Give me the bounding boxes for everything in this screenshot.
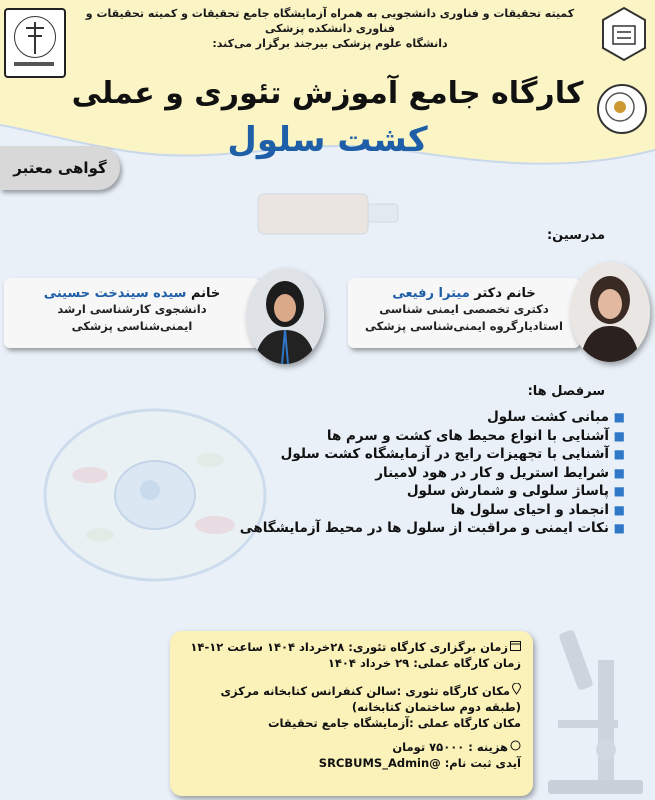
practical-place: مکان کارگاه عملی :آزمایشگاه جامع تحقیقات <box>268 716 521 730</box>
syllabus-item-text: پاساژ سلولی و شمارش سلول <box>406 483 609 499</box>
theory-place: مکان کارگاه تئوری :سالن کنفرانس کتابخانه مرکزی (طبقه دوم ساختمان کتابخانه) <box>220 684 521 714</box>
instructor-1-prefix: خانم دکتر <box>474 286 536 301</box>
coin-icon <box>510 739 521 755</box>
syllabus-list <box>189 408 627 538</box>
instructor-2-field: ایمنی‌شناسی پزشکی <box>71 319 193 333</box>
location-pin-icon <box>512 683 521 699</box>
instructor-1-degree: دکتری تخصصی ایمنی شناسی <box>379 302 549 316</box>
certificate-badge: گواهی معتبر <box>0 146 120 190</box>
syllabus-item-text: مبانی کشت سلول <box>487 409 609 425</box>
cost: هزینه : ۷۵۰۰۰ تومان <box>392 740 508 754</box>
theory-time-row <box>182 639 521 655</box>
calendar-icon <box>510 639 521 655</box>
syllabus-item <box>189 427 625 446</box>
bullet-icon: ■ <box>613 521 625 535</box>
syllabus-item-text: آشنایی با تجهیزات رایج در آزمایشگاه کشت سلول <box>280 446 609 462</box>
theory-time: زمان برگزاری کارگاه تئوری: ۲۸خرداد ۱۴۰۴ ساعت ۱۲-۱۴ <box>190 640 508 654</box>
organizer-header <box>70 6 590 51</box>
workshop-subtitle: کشت سلول <box>227 120 428 160</box>
instructor-2-name: سیده سیندخت حسینی <box>43 286 187 301</box>
practical-time: زمان کارگاه عملی: ۲۹ خرداد ۱۴۰۴ <box>327 656 521 670</box>
instructor-2-degree: دانشجوی کارشناسی ارشد <box>57 302 207 316</box>
syllabus-label: سرفصل ها: <box>527 384 605 399</box>
instructor-2-photo <box>246 268 324 364</box>
organizer-line-2: دانشگاه علوم پزشکی بیرجند برگزار می‌کند: <box>212 37 448 50</box>
syllabus-item-text: آشنایی با انواع محیط های کشت و سرم ها <box>326 427 609 444</box>
theory-place-row <box>182 683 521 715</box>
organizer-line-1: کمیته تحقیقات و فناوری دانشجویی به همراه آزمایشگاه جامع تحقیقات و کمیته تحقیقات و فناوری دانشکده پزشکی <box>85 7 575 35</box>
bullet-icon: ■ <box>613 447 625 461</box>
microscope-illustration <box>528 620 653 800</box>
instructors-label: مدرسین: <box>546 228 605 243</box>
instructor-2-prefix: خانم <box>190 286 221 301</box>
syllabus-item <box>189 482 625 501</box>
research-committee-logo <box>4 8 66 78</box>
instructor-1-name: میترا رفیعی <box>392 286 470 301</box>
registration-id[interactable]: آیدی ثبت نام: @SRCBUMS_Admin <box>318 756 521 770</box>
instructor-1-position: استادیارگروه ایمنی‌شناسی پزشکی <box>365 319 563 333</box>
syllabus-item-text: نکات ایمنی و مراقبت از سلول ها در محیط آزمایشگاهی <box>239 520 609 536</box>
syllabus-item-text: شرایط استریل و کار در هود لامینار <box>375 464 609 481</box>
instructor-1-name-line <box>348 286 580 301</box>
event-info-box <box>170 631 533 796</box>
syllabus-item <box>189 464 625 483</box>
syllabus-item <box>189 519 625 538</box>
instructor-2-name-line <box>4 286 260 301</box>
instructor-1-photo <box>570 262 650 362</box>
syllabus-item <box>189 408 625 427</box>
bullet-icon: ■ <box>613 502 625 517</box>
culture-flask-illustration <box>248 180 408 240</box>
university-logo <box>599 4 649 64</box>
syllabus-item <box>189 445 625 464</box>
bullet-icon: ■ <box>613 484 625 498</box>
syllabus-item-text: انجماد و احیای سلول ها <box>450 501 609 518</box>
instructor-card-1 <box>348 278 580 348</box>
bullet-icon: ■ <box>613 465 625 480</box>
instructor-card-2 <box>4 278 260 348</box>
workshop-title: کارگاه جامع آموزش تئوری و عملی <box>71 76 584 111</box>
syllabus-item <box>189 501 625 520</box>
cost-row <box>182 739 521 755</box>
bullet-icon: ■ <box>613 410 625 424</box>
bullet-icon: ■ <box>613 428 625 443</box>
